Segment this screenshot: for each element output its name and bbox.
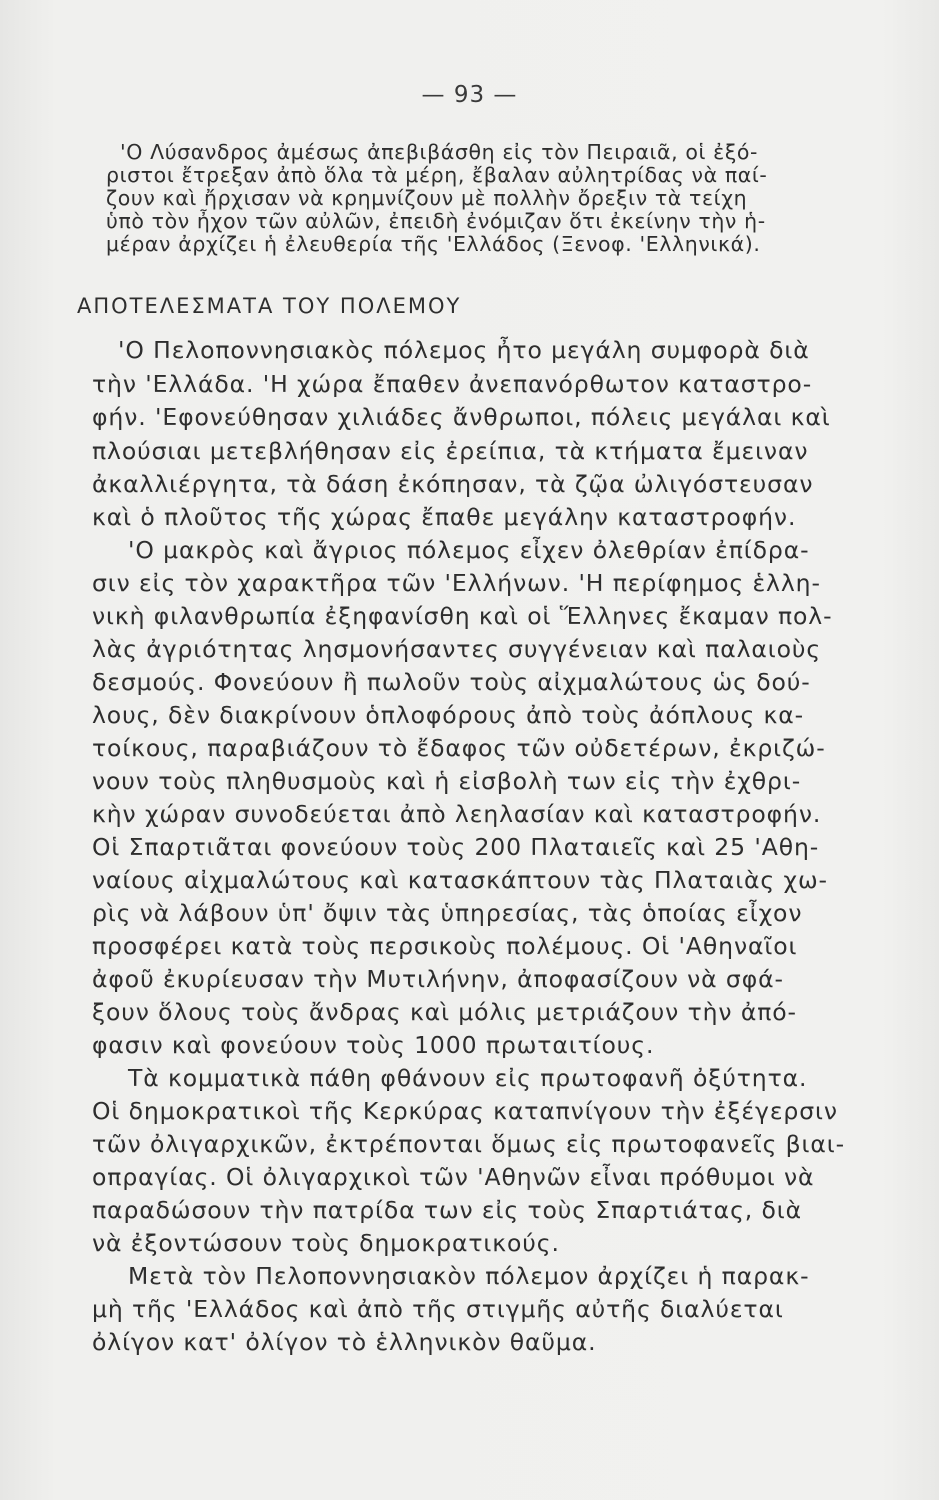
body-line: τὴν 'Ελλάδα. 'Η χώρα ἔπαθεν ἀνεπανόρθωτον καταστρο- xyxy=(92,370,813,398)
body-line: σιν εἰς τὸν χαρακτῆρα τῶν 'Ελλήνων. 'Η περίφημος ἑλλη- xyxy=(92,569,821,597)
intro-line: ζουν καὶ ἤρχισαν νὰ κρημνίζουν μὲ πολλὴν ὄρεξιν τὰ τείχη xyxy=(106,186,748,210)
intro-line: μέραν ἀρχίζει ἡ ἐλευθερία τῆς 'Ελλάδος (Ξενοφ. 'Ελληνικά). xyxy=(106,232,761,256)
body-line: λους, δὲν διακρίνουν ὁπλοφόρους ἀπὸ τοὺς ἀόπλους κα- xyxy=(92,701,805,729)
body-line: 'Ο μακρὸς καὶ ἄγριος πόλεμος εἶχεν ὀλεθρίαν ἐπίδρα- xyxy=(128,536,810,564)
body-line: ὀλίγον κατ' ὀλίγον τὸ ἑλληνικὸν θαῦμα. xyxy=(92,1328,597,1356)
page-number: — 93 — xyxy=(421,82,518,108)
body-line: τοίκους, παραβιάζουν τὸ ἔδαφος τῶν οὐδετέρων, ἐκριζώ- xyxy=(92,734,826,762)
body-line: νουν τοὺς πληθυσμοὺς καὶ ἡ εἰσβολὴ των εἰς τὴν ἐχθρι- xyxy=(92,767,802,795)
body-line: ἀκαλλιέργητα, τὰ δάση ἐκόπησαν, τὰ ζῷα ὠλιγόστευσαν xyxy=(92,470,814,498)
body-line: Οἱ Σπαρτιᾶται φονεύουν τοὺς 200 Πλαταιεῖς καὶ 25 'Αθη- xyxy=(92,833,820,861)
body-line: προσφέρει κατὰ τοὺς περσικοὺς πολέμους. Οἱ 'Αθηναῖοι xyxy=(92,932,798,960)
body-line: καὶ ὁ πλοῦτος τῆς χώρας ἔπαθε μεγάλην καταστροφήν. xyxy=(92,503,797,531)
body-line: φήν. 'Εφονεύθησαν χιλιάδες ἄνθρωποι, πόλεις μεγάλαι καὶ xyxy=(92,403,831,431)
body-line: μὴ τῆς 'Ελλάδος καὶ ἀπὸ τῆς στιγμῆς αὐτῆς διαλύεται xyxy=(92,1295,784,1323)
body-line: ναίους αἰχμαλώτους καὶ κατασκάπτουν τὰς Πλαταιὰς χω- xyxy=(92,866,828,894)
section-heading: ΑΠΟΤΕΛΕΣΜΑΤΑ ΤΟΥ ΠΟΛΕΜΟΥ xyxy=(77,294,462,318)
body-line: οπραγίας. Οἱ ὀλιγαρχικοὶ τῶν 'Αθηνῶν εἶναι πρόθυμοι νὰ xyxy=(92,1163,815,1191)
body-line: λὰς ἀγριότητας λησμονήσαντες συγγένειαν καὶ παλαιοὺς xyxy=(92,635,822,663)
body-line: νικὴ φιλανθρωπία ἐξηφανίσθη καὶ οἱ Ἕλληνες ἔκαμαν πολ- xyxy=(92,602,833,630)
body-line: 'Ο Πελοποννησιακὸς πόλεμος ἦτο μεγάλη συμφορὰ διὰ xyxy=(118,336,810,364)
intro-line: 'Ο Λύσανδρος ἀμέσως ἀπεβιβάσθη εἰς τὸν Πειραιᾶ, οἱ ἐξό- xyxy=(120,140,759,164)
body-line: δεσμούς. Φονεύουν ἢ πωλοῦν τοὺς αἰχμαλώτους ὡς δού- xyxy=(92,668,811,696)
body-line: τῶν ὀλιγαρχικῶν, ἐκτρέπονται ὅμως εἰς πρωτοφανεῖς βιαι- xyxy=(92,1130,845,1158)
body-line: φασιν καὶ φονεύουν τοὺς 1000 πρωταιτίους. xyxy=(92,1031,655,1059)
body-line: παραδώσουν τὴν πατρίδα των εἰς τοὺς Σπαρτιάτας, διὰ xyxy=(92,1196,803,1224)
body-line: νὰ ἐξοντώσουν τοὺς δημοκρατικούς. xyxy=(92,1229,560,1257)
body-line: Τὰ κομματικὰ πάθη φθάνουν εἰς πρωτοφανῆ ὀξύτητα. xyxy=(128,1064,808,1092)
body-line: ρὶς νὰ λάβουν ὑπ' ὄψιν τὰς ὑπηρεσίας, τὰς ὁποίας εἶχον xyxy=(92,899,803,927)
intro-line: ριστοι ἔτρεξαν ἀπὸ ὅλα τὰ μέρη, ἔβαλαν αὐλητρίδας νὰ παί- xyxy=(106,163,768,187)
body-line: ἀφοῦ ἐκυρίευσαν τὴν Μυτιλήνην, ἀποφασίζουν νὰ σφά- xyxy=(92,965,784,993)
intro-line: ὑπὸ τὸν ἦχον τῶν αὐλῶν, ἐπειδὴ ἐνόμιζαν ὅτι ἐκείνην τὴν ἡ- xyxy=(106,209,766,233)
body-line: ξουν ὅλους τοὺς ἄνδρας καὶ μόλις μετριάζουν τὴν ἀπό- xyxy=(92,998,797,1026)
body-line: Οἱ δημοκρατικοὶ τῆς Κερκύρας καταπνίγουν τὴν ἐξέγερσιν xyxy=(92,1097,838,1125)
body-line: κὴν χώραν συνοδεύεται ἀπὸ λεηλασίαν καὶ καταστροφήν. xyxy=(92,800,822,828)
body-line: πλούσιαι μετεβλήθησαν εἰς ἐρείπια, τὰ κτήματα ἔμειναν xyxy=(92,437,809,465)
body-line: Μετὰ τὸν Πελοποννησιακὸν πόλεμον ἀρχίζει ἡ παρακ- xyxy=(128,1262,810,1290)
